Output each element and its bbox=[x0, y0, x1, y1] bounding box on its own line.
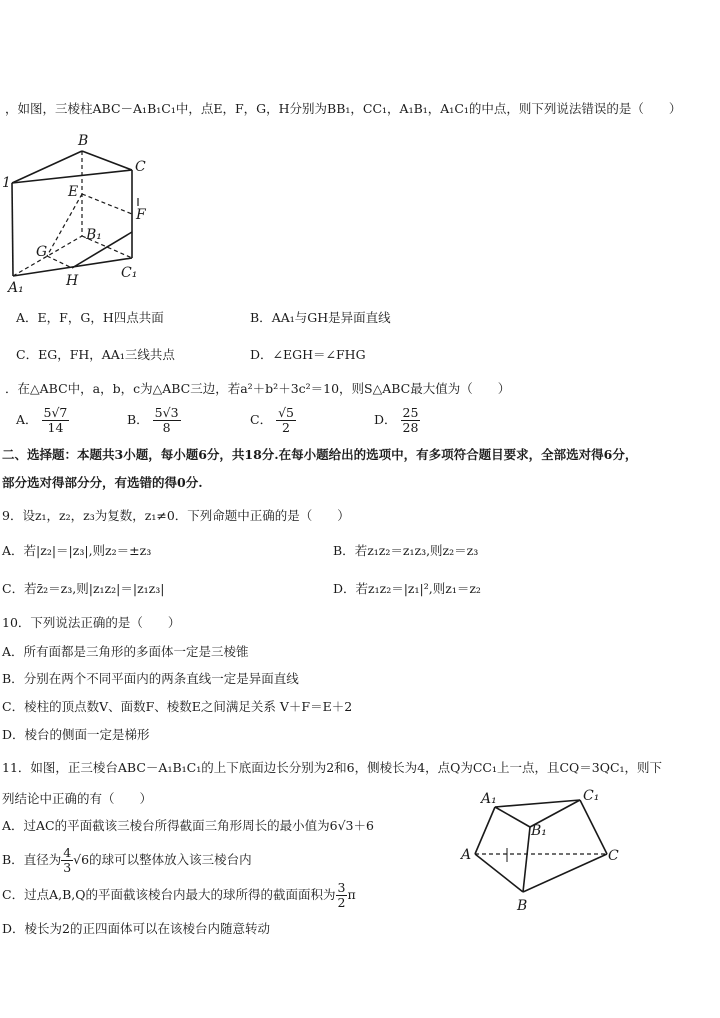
option-text: 过AC的平面截该三棱台所得截面三角形周长的最小值为6√3＋6 bbox=[23, 818, 374, 833]
option-key: D． bbox=[2, 727, 25, 742]
q10-option-b[interactable] bbox=[2, 670, 299, 688]
edge-a-a1 bbox=[475, 807, 495, 854]
label-c1: C₁ bbox=[583, 788, 600, 804]
q10-stem: 10．下列说法正确的是（ ） bbox=[2, 615, 181, 630]
option-key: B． bbox=[2, 671, 24, 686]
q8-stem-text: 在△ABC中，a，b，c为△ABC三边，若a²＋b²＋3c²＝10，则S△ABC最大值为（ ） bbox=[17, 381, 511, 396]
edge-aa1 bbox=[12, 183, 13, 276]
option-key: D． bbox=[333, 581, 356, 596]
segment-ef-hidden bbox=[82, 194, 132, 214]
frustum-figure bbox=[455, 782, 630, 917]
edge-a1-c1 bbox=[495, 800, 580, 807]
option-text: 若z₁z₂＝z₁z₃,则z₂＝z₃ bbox=[354, 543, 479, 558]
q7-option-a[interactable] bbox=[16, 309, 164, 327]
label-c1: C₁ bbox=[121, 265, 138, 281]
option-key: A． bbox=[16, 310, 38, 325]
edge-a1-b1 bbox=[495, 807, 530, 827]
label-a1: A₁ bbox=[481, 791, 497, 807]
denominator: 2 bbox=[337, 895, 346, 910]
edge-a-b bbox=[475, 854, 523, 892]
option-key: A． bbox=[2, 818, 24, 833]
option-key: C． bbox=[2, 699, 25, 714]
option-key: B． bbox=[250, 310, 272, 325]
edge-c-c1 bbox=[580, 800, 607, 854]
fraction bbox=[401, 406, 421, 435]
option-text: 棱台的侧面一定是梯形 bbox=[24, 727, 150, 742]
numerator: 3 bbox=[337, 880, 346, 895]
option-text: 棱柱的顶点数V、面数F、棱数E之间满足关系 V＋F＝E＋2 bbox=[24, 699, 353, 714]
q7-stem bbox=[5, 100, 681, 118]
option-text: 分别在两个不同平面内的两条直线一定是异面直线 bbox=[23, 671, 299, 686]
q10-option-a[interactable] bbox=[2, 643, 249, 661]
numerator: 4 bbox=[63, 845, 72, 860]
numerator: √5 bbox=[278, 405, 294, 420]
option-key: A． bbox=[2, 644, 24, 659]
section2-heading-line2: 部分选对得部分分，有选错的得0分. bbox=[2, 475, 203, 490]
option-text: AA₁与GH是异面直线 bbox=[271, 310, 391, 325]
q9-stem: 9．设z₁，z₂，z₃为复数，z₁≠0．下列命题中正确的是（ ） bbox=[2, 508, 350, 523]
label-c: C bbox=[135, 159, 146, 175]
edge-b-b1 bbox=[523, 827, 530, 892]
label-e: E bbox=[68, 184, 79, 200]
option-text: 若z̄₂＝z₃,则|z₁z₂|＝|z₁z₃| bbox=[24, 581, 165, 596]
label-b1: B₁ bbox=[86, 227, 102, 243]
q11-option-c[interactable] bbox=[2, 880, 356, 910]
option-pre: 过点A,B,Q的平面截该棱台内最大的球所得的截面面积为 bbox=[24, 887, 336, 902]
denominator: 2 bbox=[282, 420, 290, 435]
option-key: D． bbox=[2, 921, 25, 936]
label-b1: B₁ bbox=[531, 823, 547, 839]
q10-option-d[interactable] bbox=[2, 726, 150, 744]
prism-figure bbox=[2, 128, 162, 298]
label-b: B bbox=[517, 898, 528, 914]
q7-number: ， bbox=[5, 101, 18, 116]
q11-option-d[interactable] bbox=[2, 920, 270, 938]
q8-option-a[interactable] bbox=[16, 406, 69, 435]
label-b: B bbox=[78, 133, 89, 149]
fraction bbox=[42, 406, 70, 435]
segment-gh-hidden bbox=[47, 256, 72, 268]
option-text: 棱长为2的正四面体可以在该棱台内随意转动 bbox=[24, 921, 270, 936]
numerator: 5√7 bbox=[43, 405, 68, 420]
label-h: H bbox=[66, 273, 79, 289]
option-key: C． bbox=[2, 581, 25, 596]
denominator: 8 bbox=[162, 420, 171, 435]
section2-heading-line1: 二、选择题：本题共3小题，每小题6分，共18分.在每小题给出的选项中，有多项符合题目要求，全部选对得6分， bbox=[2, 447, 638, 462]
q8-option-c[interactable] bbox=[250, 406, 296, 435]
option-key: D． bbox=[374, 412, 397, 427]
label-g: G bbox=[36, 244, 48, 260]
q7-option-c[interactable] bbox=[16, 346, 175, 364]
q7-option-b[interactable] bbox=[250, 309, 391, 327]
q11-option-b[interactable] bbox=[2, 845, 252, 875]
q9-option-a[interactable] bbox=[2, 542, 151, 560]
label-a: A bbox=[461, 847, 472, 863]
option-key: B． bbox=[333, 543, 355, 558]
q11-stem-line2: 列结论中正确的有（ ） bbox=[2, 791, 153, 806]
q10-option-c[interactable] bbox=[2, 698, 352, 716]
q8-option-b[interactable] bbox=[127, 406, 181, 435]
option-text: 若z₁z₂＝|z₁|²,则z₁＝z₂ bbox=[355, 581, 481, 596]
option-text: 若|z₂|＝|z₃|,则z₂＝±z₃ bbox=[23, 543, 152, 558]
edge-a-c bbox=[12, 170, 132, 183]
denominator: 28 bbox=[402, 420, 419, 435]
fraction bbox=[153, 406, 181, 435]
option-pre: 直径为 bbox=[23, 852, 62, 867]
q7-stem-text: 如图，三棱柱ABC－A₁B₁C₁中，点E，F，G，H分别为BB₁，CC₁，A₁B₁，A₁C₁的中点，则下列说法错误的是（ ） bbox=[17, 101, 682, 116]
option-key: C． bbox=[16, 347, 39, 362]
q9-option-c[interactable] bbox=[2, 580, 164, 598]
edge-b-c bbox=[82, 151, 132, 170]
option-text: 所有面都是三角形的多面体一定是三棱锥 bbox=[23, 644, 249, 659]
label-c: C bbox=[608, 848, 619, 864]
q9-option-b[interactable] bbox=[333, 542, 478, 560]
option-post: π bbox=[347, 887, 356, 902]
option-post: √6的球可以整体放入该三棱台内 bbox=[73, 852, 252, 867]
fraction bbox=[336, 881, 348, 910]
edge-b-c bbox=[523, 854, 607, 892]
edge-a-b bbox=[12, 151, 82, 183]
q11-stem-line1: 11．如图，正三棱台ABC－A₁B₁C₁的上下底面边长分别为2和6，侧棱长为4，点Q为CC₁上一点，且CQ＝3QC₁，则下 bbox=[2, 760, 663, 775]
q7-option-d[interactable] bbox=[250, 346, 366, 364]
label-a: 1 bbox=[2, 175, 11, 191]
denominator: 3 bbox=[63, 860, 72, 875]
fraction bbox=[61, 846, 73, 875]
option-text: EG，FH，AA₁三线共点 bbox=[38, 347, 175, 362]
option-key: C． bbox=[2, 887, 25, 902]
option-key: B． bbox=[127, 412, 149, 427]
q8-number: ． bbox=[5, 381, 18, 396]
option-text: E，F，G，H四点共面 bbox=[37, 310, 164, 325]
numerator: 5√3 bbox=[154, 405, 179, 420]
label-f: F bbox=[136, 207, 146, 223]
option-key: A． bbox=[2, 543, 24, 558]
label-a1: A₁ bbox=[8, 280, 24, 296]
denominator: 14 bbox=[47, 420, 64, 435]
q11-option-a[interactable] bbox=[2, 817, 374, 835]
q8-stem bbox=[5, 380, 510, 398]
q8-option-d[interactable] bbox=[374, 406, 420, 435]
option-key: D． bbox=[250, 347, 273, 362]
fraction bbox=[276, 406, 296, 435]
option-key: A． bbox=[16, 412, 38, 427]
numerator: 25 bbox=[402, 405, 419, 420]
option-text: ∠EGH＝∠FHG bbox=[272, 347, 366, 362]
option-key: B． bbox=[2, 852, 24, 867]
q9-option-d[interactable] bbox=[333, 580, 481, 598]
option-key: C． bbox=[250, 412, 273, 427]
